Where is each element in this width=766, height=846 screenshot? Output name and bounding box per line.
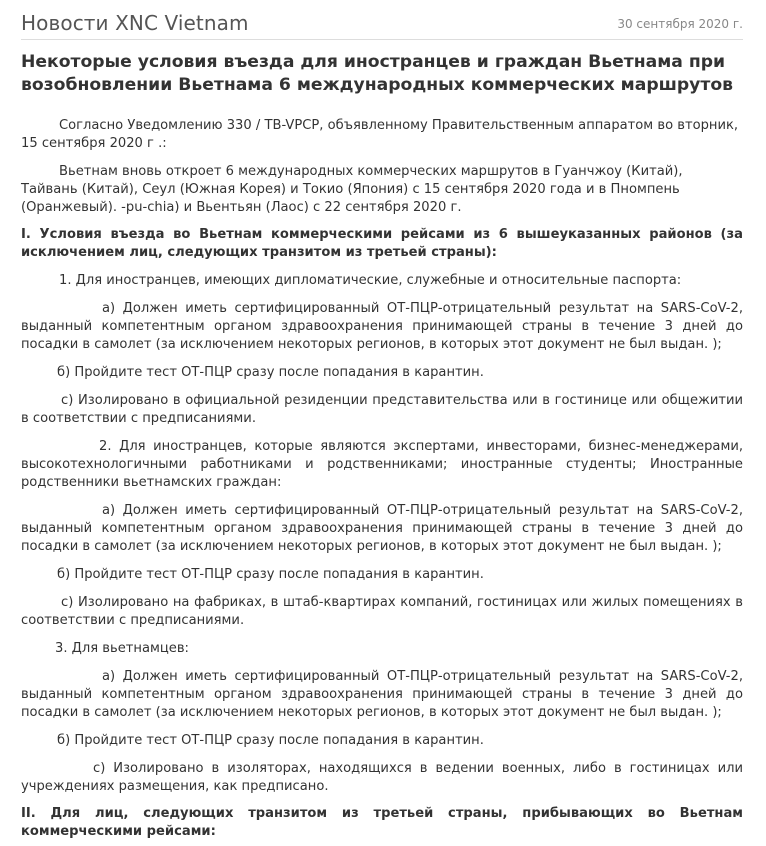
subsection-3: 3. Для вьетнамцев: xyxy=(55,641,189,656)
subsection-2: 2. Для иностранцев, которые являются экспертами, инвесторами, бизнес-менеджерами, высокотехнологичными работниками и родственниками; иностранные студенты; Иностранные родственники вьетнамских граждан: xyxy=(21,439,743,490)
section-heading-i: I. Условия въезда во Вьетнам коммерческими рейсами из 6 вышеуказанных районов (за исключением лиц, следующих транзитом из третьей страны): xyxy=(21,227,743,260)
section-heading-ii: II. Для лиц, следующих транзитом из третьей страны, прибывающих во Вьетнам коммерческими рейсами: xyxy=(21,806,743,839)
item-3a: а) Должен иметь сертифицированный ОТ-ПЦР-отрицательный результат на SARS-CoV-2, выданный компетентным органом здравоохранения принимающей страны в течение 3 дней до посадки в самолет (за исключением некоторых регионов, в которых этот документ не был выдан. ); xyxy=(21,669,743,720)
paragraph-intro: Согласно Уведомлению 330 / TB-VPCP, объявленному Правительственным аппаратом во вторник, 15 сентября 2020 г .: xyxy=(21,118,739,151)
article-title: Некоторые условия въезда для иностранцев и граждан Вьетнама при возобновлении Вьетнама 6 международных коммерческих маршрутов xyxy=(21,52,734,95)
paragraph-reopening: Вьетнам вновь откроет 6 международных коммерческих маршрутов в Гуанчжоу (Китай), Тайвань (Китай), Сеул (Южная Корея) и Токио (Япония) с 15 сентября 2020 года и в Пномпень (Оранжевый). -pu-chia) и Вьентьян (Лаос) с 22 сентября 2020 г. xyxy=(21,164,683,215)
item-2a: а) Должен иметь сертифицированный ОТ-ПЦР-отрицательный результат на SARS-CoV-2, выданный компетентным органом здравоохранения принимающей страны в течение 3 дней до посадки в самолет (за исключением некоторых регионов, в которых этот документ не был выдан. ); xyxy=(21,503,743,554)
page-header xyxy=(21,10,743,38)
item-2b: б) Пройдите тест ОТ-ПЦР сразу после попадания в карантин. xyxy=(57,567,484,582)
item-1b: б) Пройдите тест ОТ-ПЦР сразу после попадания в карантин. xyxy=(57,365,484,380)
item-1a: а) Должен иметь сертифицированный ОТ-ПЦР-отрицательный результат на SARS-CoV-2, выданный компетентным органом здравоохранения принимающей страны в течение 3 дней до посадки в самолет (за исключением некоторых регионов, в которых этот документ не был выдан. ); xyxy=(21,301,743,352)
publish-date: 30 сентября 2020 г. xyxy=(617,17,743,31)
item-3b: б) Пройдите тест ОТ-ПЦР сразу после попадания в карантин. xyxy=(57,733,484,748)
header-divider xyxy=(21,39,743,40)
site-title[interactable]: Новости XNC Vietnam xyxy=(21,11,249,35)
item-1c: с) Изолировано в официальной резиденции представительства или в гостинице или общежитии в соответствии с предписаниями. xyxy=(21,393,743,426)
subsection-1: 1. Для иностранцев, имеющих дипломатические, служебные и относительные паспорта: xyxy=(59,273,682,288)
item-2c: с) Изолировано на фабриках, в штаб-квартирах компаний, гостиницах или жилых помещениях в соответствии с предписаниями. xyxy=(21,595,743,628)
article-body xyxy=(21,117,743,841)
item-3c: с) Изолировано в изоляторах, находящихся в ведении военных, либо в гостиницах или учреждениях размещения, как предписано. xyxy=(21,761,743,794)
